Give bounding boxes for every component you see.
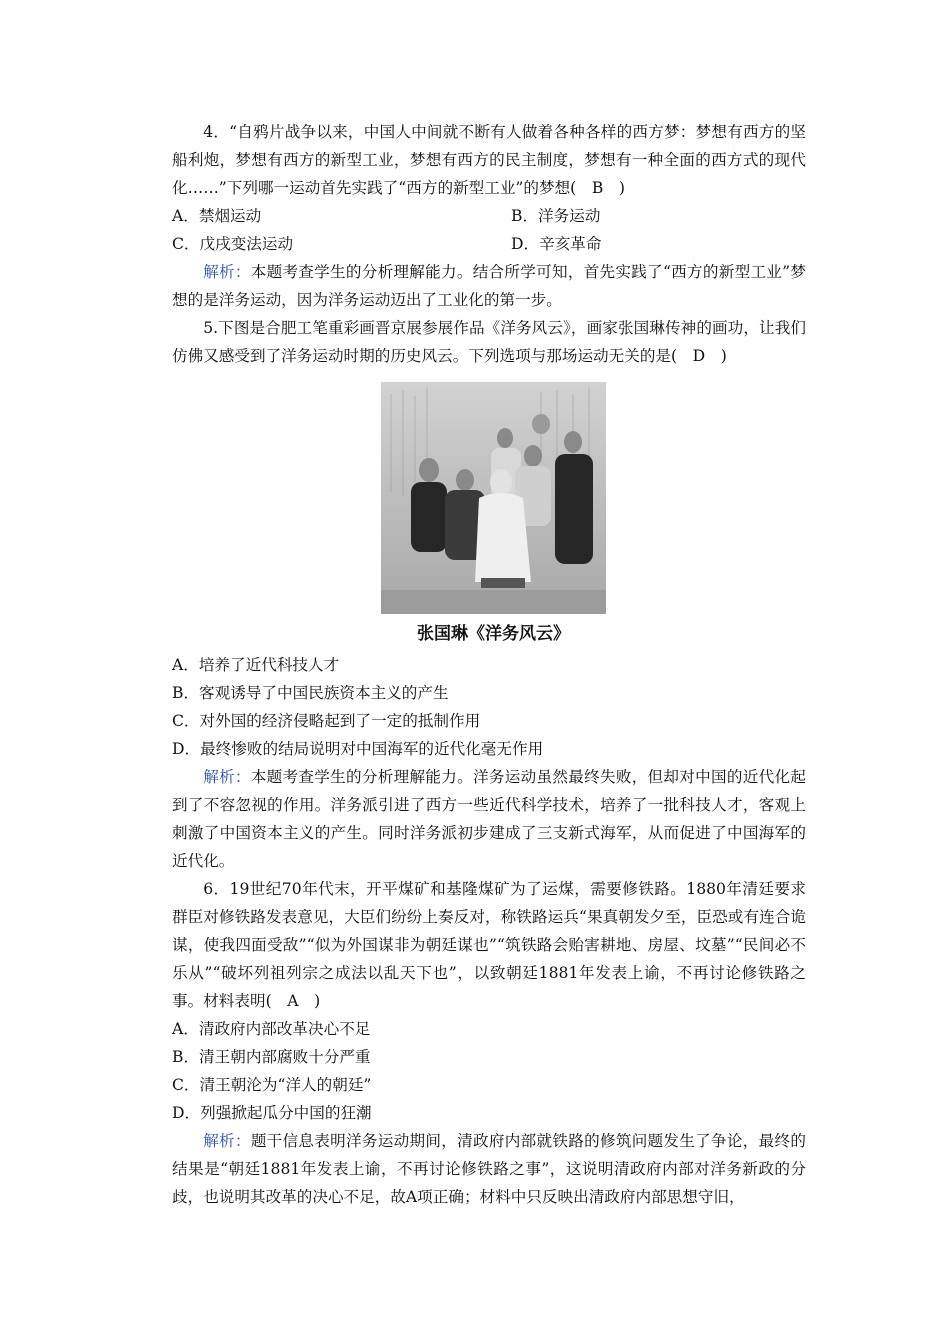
q6-analysis-label: 解析：: [203, 1132, 251, 1150]
figure-caption: 张国琳《洋务风云》: [417, 624, 570, 644]
painting-figure: [381, 382, 606, 614]
q5-analysis: [172, 763, 806, 875]
q4-option-c: C．戊戌变法运动: [172, 235, 294, 253]
q6-option-d: D．列强掀起瓜分中国的狂潮: [172, 1104, 372, 1122]
q6-analysis: [172, 1127, 806, 1211]
q4-stem: 4．“自鸦片战争以来，中国人中间就不断有人做着各种各样的西方梦：梦想有西方的坚船利炮，梦想有西方的新型工业，梦想有西方的民主制度，梦想有一种全面的西方式的现代化……”下列哪一运动首先实践了“西方的新型工业”的梦想( B ): [172, 123, 806, 197]
q4-option-a: A．禁烟运动: [172, 207, 262, 225]
q6-option-b: B．清王朝内部腐败十分严重: [172, 1048, 371, 1066]
q5-option-c: C．对外国的经济侵略起到了一定的抵制作用: [172, 712, 481, 730]
q4-option-d: D．辛亥革命: [511, 235, 602, 253]
q4-analysis-text: 本题考查学生的分析理解能力。结合所学可知，首先实践了“西方的新型工业”梦想的是洋务运动，因为洋务运动迈出了工业化的第一步。: [172, 263, 806, 309]
q6-option-c: C．清王朝沦为“洋人的朝廷”: [172, 1076, 372, 1094]
q4-analysis-label: 解析：: [203, 263, 251, 281]
q6-option-a: A．清政府内部改革决心不足: [172, 1020, 371, 1038]
q6-stem: 6．19世纪70年代末，开平煤矿和基隆煤矿为了运煤，需要修铁路。1880年清廷要求群臣对修铁路发表意见，大臣们纷纷上奏反对，称铁路运兵“果真朝发夕至，臣恐或有连合诡谋，使我四面受敌”“似为外国谋非为朝廷谋也”“筑铁路会贻害耕地、房屋、坟墓”“民间必不乐从”“破坏列祖列宗之成法以乱天下也”，以致朝廷1881年发表上谕，不再讨论修铁路之事。材料表明( A ): [172, 880, 806, 1010]
q5-option-b: B．客观诱导了中国民族资本主义的产生: [172, 684, 449, 702]
q5-analysis-text: 本题考查学生的分析理解能力。洋务运动虽然最终失败，但却对中国的近代化起到了不容忽视的作用。洋务派引进了西方一些近代科学技术，培养了一批科技人才，客观上刺激了中国资本主义的产生。同时洋务派初步建成了三支新式海军，从而促进了中国海军的近代化。: [172, 768, 806, 870]
painting-image: [381, 382, 606, 614]
q4-analysis: [172, 258, 806, 314]
q5-stem: 5.下图是合肥工笔重彩画晋京展参展作品《洋务风云》，画家张国琳传神的画功，让我们仿佛又感受到了洋务运动时期的历史风云。下列选项与那场运动无关的是( D ): [172, 319, 806, 365]
q6-analysis-text: 题干信息表明洋务运动期间，清政府内部就铁路的修筑问题发生了争论，最终的结果是“朝廷1881年发表上谕，不再讨论修铁路之事”，这说明清政府内部对洋务新政的分歧，也说明其改革的决心不足，故A项正确；材料中只反映出清政府内部思想守旧，: [172, 1132, 806, 1206]
q4-option-b: B．洋务运动: [511, 207, 601, 225]
q5-option-a: A．培养了近代科技人才: [172, 656, 340, 674]
q5-option-d: D．最终惨败的结局说明对中国海军的近代化毫无作用: [172, 740, 544, 758]
q5-analysis-label: 解析：: [203, 768, 251, 786]
